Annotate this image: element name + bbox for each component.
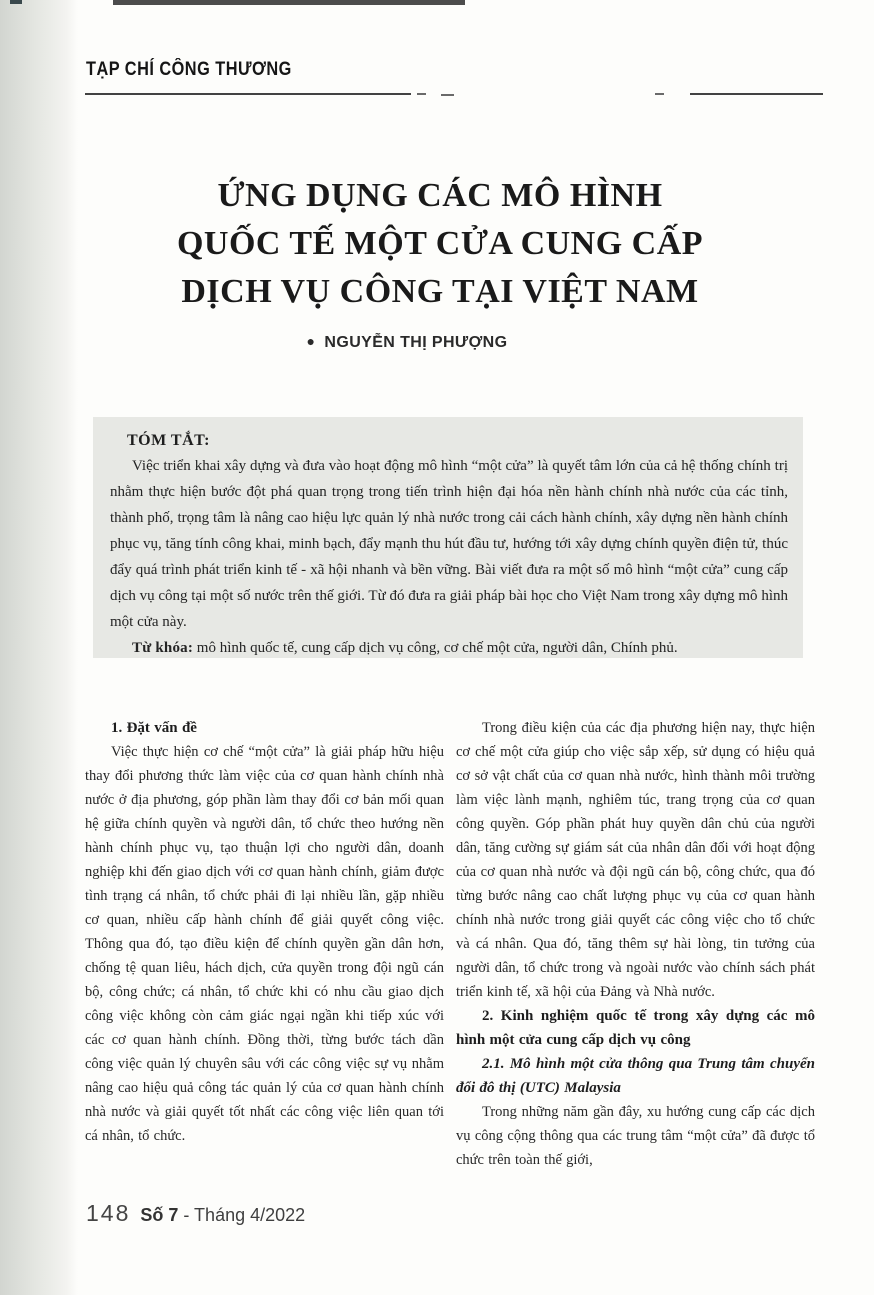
abstract-text: Việc triển khai xây dựng và đưa vào hoạt động mô hình “một cửa” là quyết tâm lớn của cả hệ thống chính trị nhằm thực hiện bước đột phá quan trọng trong tiến trình hiện đại hóa nền hành chính nhà nước của các tỉnh, thành phố, trọng tâm là nâng cao hiệu lực quản lý nhà nước trong cải cách hành chính, xây dựng nền hành chính phục vụ, tăng tính công khai, minh bạch, đẩy mạnh thu hút đầu tư, hướng tới xây dựng chính quyền điện tử, thúc đẩy quá trình phát triển kinh tế - xã hội nhanh và bền vững. Bài viết đưa ra một số mô hình “một cửa” cung cấp dịch vụ công tại một số nước trên thế giới. Từ đó đưa ra giải pháp bài học cho Việt Nam trong xây dựng mô hình một cửa này. — [110, 458, 788, 630]
keywords-label: Từ khóa: — [132, 640, 194, 656]
scan-corner-mark — [10, 0, 22, 4]
article-title — [110, 172, 770, 316]
abstract-box — [93, 417, 803, 658]
section-1-paragraph-continued: Trong điều kiện của các địa phương hiện nay, thực hiện cơ chế một cửa giúp cho việc sắp xếp, sử dụng có hiệu quả cơ sở vật chất của cơ quan nhà nước, hình thành môi trường làm việc lành mạnh, nghiêm túc, trang trọng của cơ quan công quyền. Góp phần phát huy quyền dân chủ của người dân, tăng cường sự giám sát của nhân dân đối với hoạt động của cơ quan nhà nước và đội ngũ cán bộ, công chức, qua đó từng bước nâng cao chất lượng phục vụ của cơ quan hành chính nhà nước trong giải quyết các công việc cho tổ chức và cá nhân. Qua đó, tăng thêm sự hài lòng, tin tưởng của người dân, tổ chức trong và ngoài nước vào chính sách phát triển kinh tế, xã hội của Đảng và Nhà nước. — [456, 720, 815, 1000]
keywords-text: mô hình quốc tế, cung cấp dịch vụ công, cơ chế một cửa, người dân, Chính phủ. — [193, 640, 678, 656]
abstract-keywords — [110, 635, 788, 658]
article-title-line-2: QUỐC TẾ MỘT CỬA CUNG CẤP — [176, 224, 704, 262]
masthead-rule — [85, 93, 411, 95]
section-2-heading: 2. Kinh nghiệm quốc tế trong xây dựng các mô hình một cửa cung cấp dịch vụ công — [456, 1008, 815, 1048]
article-title-line-1: ỨNG DỤNG CÁC MÔ HÌNH — [217, 176, 663, 214]
page-footer — [86, 1200, 305, 1227]
page-gutter-shading — [0, 0, 78, 1295]
masthead-rule-dash — [441, 94, 454, 96]
masthead-rule-dash — [655, 93, 664, 95]
body-column-right — [456, 716, 815, 1198]
masthead-rule-right — [690, 93, 823, 95]
masthead-rule-dash — [417, 93, 426, 95]
section-2-1-heading: 2.1. Mô hình một cửa thông qua Trung tâm chuyển đổi đô thị (UTC) Malaysia — [456, 1056, 815, 1096]
page-number: 148 — [86, 1200, 131, 1226]
author-bullet-icon: ● — [306, 333, 316, 349]
journal-masthead: TẠP CHÍ CÔNG THƯƠNG — [86, 58, 292, 80]
body-column-left — [85, 716, 444, 1198]
author-byline — [0, 334, 814, 352]
scan-top-bar — [113, 0, 465, 5]
issue-label: Số 7 — [140, 1205, 179, 1225]
section-1-heading: 1. Đặt vấn đề — [111, 720, 197, 736]
abstract-heading: TÓM TẮT: — [127, 432, 210, 449]
issue-date: - Tháng 4/2022 — [178, 1205, 306, 1225]
section-2-1-paragraph: Trong những năm gần đây, xu hướng cung cấp các dịch vụ công cộng thông qua các trung tâm “một cửa” đã được tổ chức trên toàn thế giới, — [456, 1104, 815, 1168]
section-1-paragraph: Việc thực hiện cơ chế “một cửa” là giải pháp hữu hiệu thay đổi phương thức làm việc của cơ quan hành chính nhà nước ở địa phương, góp phần làm thay đổi cơ bản mối quan hệ giữa chính quyền và người dân, tổ chức theo hướng nền hành chính phục vụ, tạo thuận lợi cho người dân, doanh nghiệp khi đến giao dịch với cơ quan hành chính, giảm được tình trạng cá nhân, tổ chức phải đi lại nhiều lần, gặp nhiều cơ quan, nhiều cấp hành chính để giải quyết công việc. Thông qua đó, tạo điều kiện để chính quyền gần dân hơn, chống tệ quan liêu, hách dịch, cửa quyền trong đội ngũ cán bộ, công chức; cá nhân, tổ chức khi có nhu cầu giao dịch công việc không còn cảm giác ngại ngần khi tiếp xúc với các cơ quan hành chính. Đồng thời, từng bước tách dần công việc quản lý chuyên sâu với các công việc sự vụ nhằm nâng cao hiệu quả công tác quản lý của cơ quan hành chính nhà nước và giải quyết tốt nhất các công việc liên quan tới cá nhân, tổ chức. — [85, 744, 444, 1144]
article-title-line-3: DỊCH VỤ CÔNG TẠI VIỆT NAM — [181, 272, 699, 310]
author-name: NGUYỄN THỊ PHƯỢNG — [324, 334, 508, 351]
